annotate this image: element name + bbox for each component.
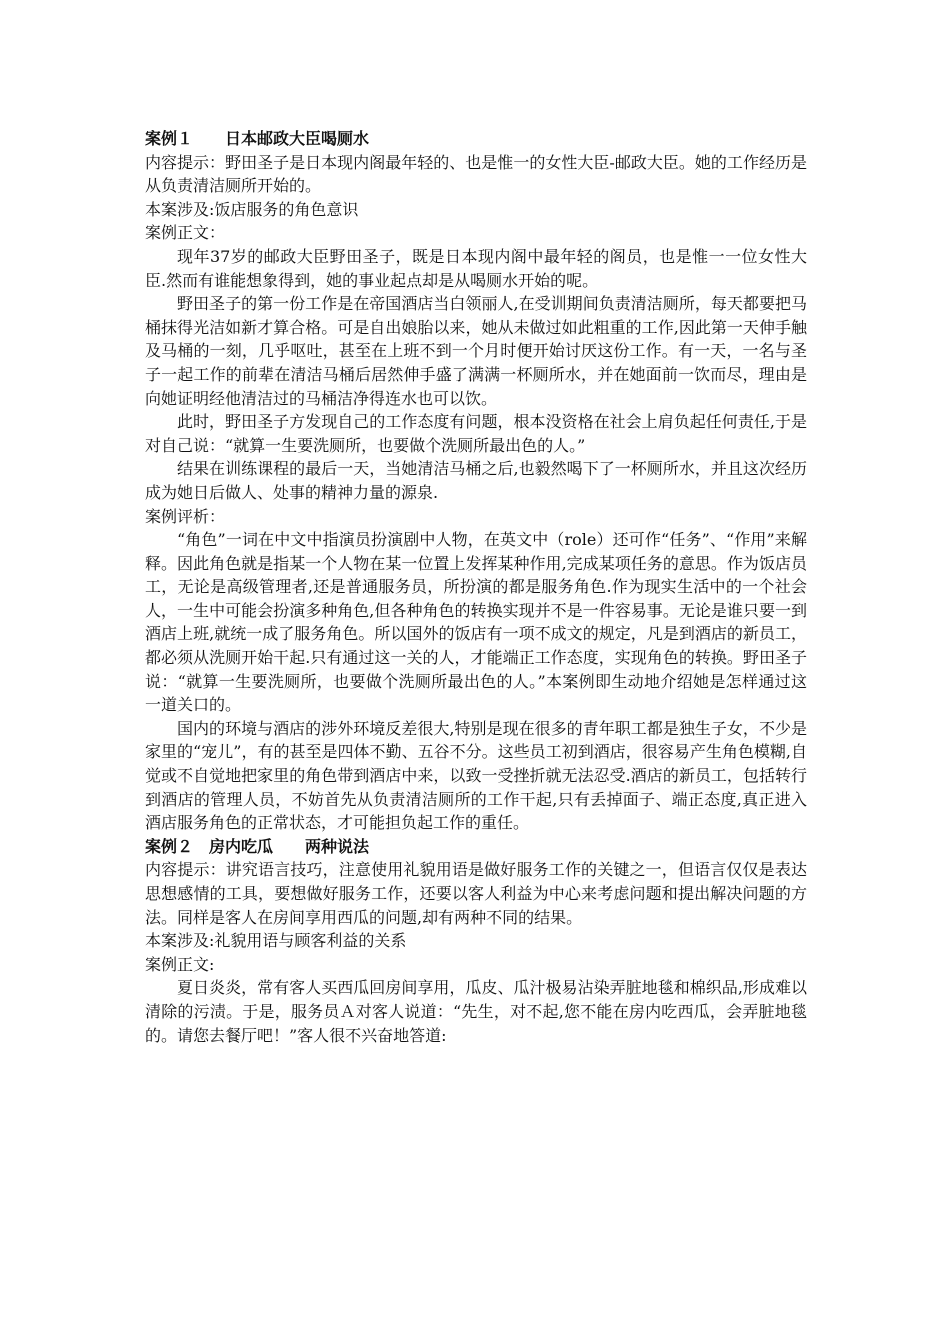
case2-body-label: 案例正文: xyxy=(145,954,215,974)
case1-paragraph-2: 野田圣子的第一份工作是在帝国酒店当白领丽人,在受训期间负责清洁厕所，每天都要把马桶抹得光洁如新才算合格。可是自出娘胎以来，她从未做过如此粗重的工作,因此第一天伸手触及马桶的一刻，几乎呕吐，甚至在上班不到一个月时便开始讨厌这份工作。有一天，一名与圣子一起工作的前辈在清洁马桶后居然伸手盛了满满一杯厕所水，并在她面前一饮而尽，理由是向她证明经他清洁过的马桶洁净得连水也可以饮。 xyxy=(145,294,807,408)
case2-summary: 内容提示：讲究语言技巧，注意使用礼貌用语是做好服务工作的关键之一，但语言仅仅是表达思想感情的工具，要想做好服务工作，还要以客人利益为中心来考虑问题和提出解决问题的方法。同样是客人在房间享用西瓜的问题,却有两种不同的结果。 xyxy=(145,860,807,927)
case1-summary: 内容提示：野田圣子是日本现内阁最年轻的、也是惟一的女性大臣-邮政大臣。她的工作经历是从负责清洁厕所开始的。 xyxy=(145,152,807,196)
case2-paragraph-1: 夏日炎炎，常有客人买西瓜回房间享用，瓜皮、瓜汁极易沾染弄脏地毯和棉织品,形成难以清除的污渍。于是，服务员Ａ对客人说道：“先生，对不起,您不能在房内吃西瓜，会弄脏地毯的。请您去餐厅吧！”客人很不兴奋地答道: xyxy=(145,978,807,1045)
case1-paragraph-1: 现年37岁的邮政大臣野田圣子，既是日本现内阁中最年轻的阁员，也是惟一一位女性大臣.然而有谁能想象得到，她的事业起点却是从喝厕水开始的呢。 xyxy=(145,246,807,290)
case1-paragraph-3: 此时，野田圣子方发现自己的工作态度有问题，根本没资格在社会上肩负起任何责任,于是对自己说：“就算一生要洗厕所，也要做个洗厕所最出色的人。” xyxy=(145,412,807,455)
case2-topic: 本案涉及:礼貌用语与顾客利益的关系 xyxy=(145,931,407,951)
case2-heading: 案例２ 房内吃瓜 两种说法 xyxy=(145,836,370,856)
case1-analysis-label: 案例评析： xyxy=(145,506,226,526)
case1-topic: 本案涉及:饭店服务的角色意识 xyxy=(145,199,359,219)
case1-paragraph-4: 结果在训练课程的最后一天，当她清洁马桶之后,也毅然喝下了一杯厕所水，并且这次经历成为她日后做人、处事的精神力量的源泉. xyxy=(145,459,807,502)
case1-analysis-1: “角色”一词在中文中指演员扮演剧中人物，在英文中（role）还可作“任务”、“作用”来解释。因此角色就是指某一个人物在某一位置上发挥某种作用,完成某项任务的意思。作为饭店员工，无论是高级管理者,还是普通服务员，所扮演的都是服务角色.作为现实生活中的一个社会人，一生中可能会扮演多种角色,但各种角色的转换实现并不是一件容易事。无论是谁只要一到酒店上班,就统一成了服务角色。所以国外的饭店有一项不成文的规定，凡是到酒店的新员工，都必须从洗厕开始干起.只有通过这一关的人，才能端正工作态度，实现角色的转换。野田圣子说：“就算一生要洗厕所，也要做个洗厕所最出色的人。”本案例即生动地介绍她是怎样通过这一道关口的。 xyxy=(145,530,807,715)
case1-analysis-2: 国内的环境与酒店的涉外环境反差很大,特别是现在很多的青年职工都是独生子女，不少是家里的“宠儿”，有的甚至是四体不勤、五谷不分。这些员工初到酒店，很容易产生角色模糊,自觉或不自觉地把家里的角色带到酒店中来，以致一受挫折就无法忍受.酒店的新员工，包括转行到酒店的管理人员，不妨首先从负责清洁厕所的工作干起,只有丢掉面子、端正态度,真正进入酒店服务角色的正常状态，才可能担负起工作的重任。 xyxy=(145,718,807,833)
case1-heading: 案例１ 日本邮政大臣喝厕水 xyxy=(145,129,370,148)
case1-body-label: 案例正文： xyxy=(145,223,226,243)
document-page xyxy=(145,127,807,1047)
